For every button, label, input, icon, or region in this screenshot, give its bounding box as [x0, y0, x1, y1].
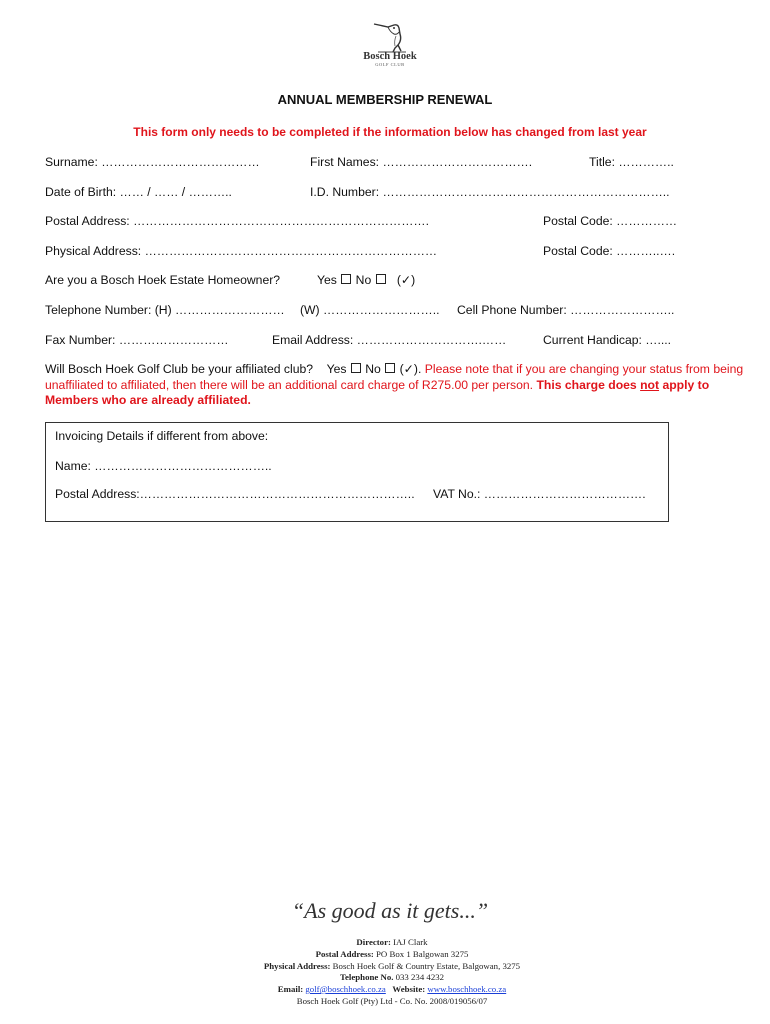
form-subtitle: This form only needs to be completed if the information below has changed from last year — [133, 125, 647, 139]
invoicing-details-box — [45, 422, 669, 522]
handicap-field[interactable]: Current Handicap: ….... — [543, 333, 672, 347]
kingfisher-bird-icon — [368, 18, 412, 54]
affiliated-yes-checkbox[interactable] — [351, 363, 361, 373]
dob-field[interactable]: Date of Birth: …… / …… / ……….. — [45, 185, 232, 199]
invoicing-heading: Invoicing Details if different from above: — [55, 429, 269, 443]
telephone-home-field[interactable]: Telephone Number: (H) ……………………… — [45, 303, 285, 317]
postal-address-field[interactable]: Postal Address: ………………………………………………………………. — [45, 214, 429, 228]
affiliation-paragraph — [45, 362, 745, 409]
footer-physical: Physical Address: Bosch Hoek Golf & Country Estate, Balgowan, 3275 — [263, 961, 521, 971]
title-field[interactable]: Title: ………….. — [589, 155, 674, 169]
tick-instruction: (✓) — [396, 273, 416, 287]
invoice-postal-address-field[interactable]: Postal Address:………………………………………………………….. — [55, 487, 415, 501]
website-link[interactable]: www.boschhoek.co.za — [427, 984, 507, 994]
footer-postal: Postal Address: PO Box 1 Balgowan 3275 — [315, 949, 469, 959]
form-title: ANNUAL MEMBERSHIP RENEWAL — [277, 92, 493, 107]
vat-number-field[interactable]: VAT No.: …………………………………. — [433, 487, 646, 501]
club-logo — [355, 18, 425, 76]
affiliated-no-checkbox[interactable] — [385, 363, 395, 373]
email-link[interactable]: golf@boschhoek.co.za — [305, 984, 386, 994]
tick-instruction: (✓). — [399, 362, 422, 376]
charge-note-end: apply to Members who are already affiliated. — [45, 377, 710, 407]
homeowner-question: Are you a Bosch Hoek Estate Homeowner? — [45, 273, 281, 287]
yes-label: Yes — [326, 362, 347, 376]
surname-field[interactable]: Surname: ………………………………… — [45, 155, 260, 169]
charge-note-bold: This charge does — [536, 377, 637, 392]
yes-label: Yes — [317, 273, 337, 287]
logo-name: Bosch Hoek — [363, 51, 417, 62]
homeowner-no-checkbox[interactable] — [376, 274, 386, 284]
footer-contact: Email: golf@boschhoek.co.za Website: www.boschhoek.co.za — [277, 984, 507, 994]
postal-code-field[interactable]: Postal Code: …………… — [543, 214, 678, 228]
physical-address-field[interactable]: Physical Address: ……………………………………………………………… — [45, 244, 438, 258]
fax-field[interactable]: Fax Number: ……………………… — [45, 333, 229, 347]
no-label: No — [365, 362, 381, 376]
homeowner-yes-checkbox[interactable] — [341, 274, 351, 284]
affiliation-note: Please note that if you are changing your status from being unaffiliated to affiliated, then there will be an additional card charge of R275.00 per person. — [45, 362, 744, 392]
homeowner-options — [317, 273, 415, 287]
club-motto: “As good as it gets...” — [291, 898, 489, 923]
physical-postal-code-field[interactable]: Postal Code: ………..…. — [543, 244, 676, 258]
charge-note-not: not — [640, 377, 660, 392]
logo-subtitle: GOLF CLUB — [375, 62, 405, 67]
first-names-field[interactable]: First Names: ………………………………. — [310, 155, 533, 169]
email-field[interactable]: Email Address: ………………………….…… — [272, 333, 507, 347]
id-number-field[interactable]: I.D. Number: …………………………………………………………….. — [310, 185, 670, 199]
telephone-work-field[interactable]: (W) ……………………….. — [300, 303, 440, 317]
footer-company: Bosch Hoek Golf (Pty) Ltd - Co. No. 2008/019056/07 — [296, 996, 488, 1006]
footer-director: Director: IAJ Clark — [356, 937, 428, 947]
no-label: No — [355, 273, 372, 287]
footer-telephone: Telephone No. 033 234 4232 — [339, 972, 445, 982]
affiliated-question: Will Bosch Hoek Golf Club be your affiliated club? — [45, 362, 314, 376]
cell-phone-field[interactable]: Cell Phone Number: …………………….. — [457, 303, 675, 317]
invoice-name-field[interactable]: Name: …………………………………….. — [55, 459, 272, 473]
